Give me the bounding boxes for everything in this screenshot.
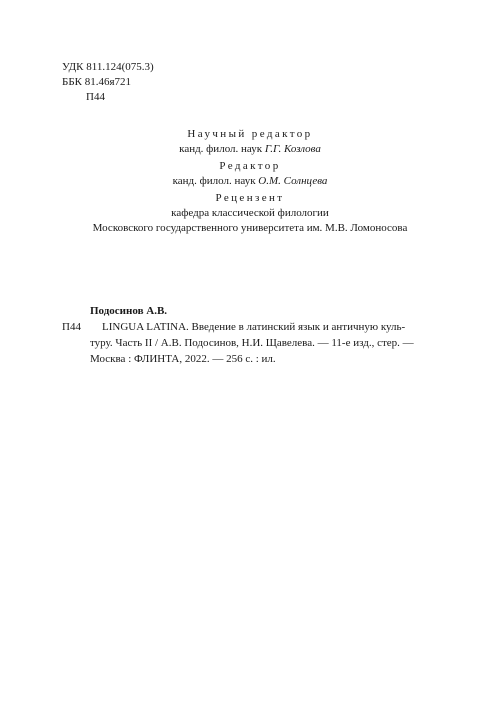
author-index-code: П44 [86,91,105,103]
bbk-code: ББК 81.46я721 [62,76,132,88]
scientific-editor-role: Научный редактор [187,128,313,140]
editor-role: Редактор [219,160,281,172]
udk-code: УДК 811.124(075.3) [62,61,154,73]
reviewer-university: Московского государственного университета им. М.В. Ломоносова [92,222,408,234]
record-line-1: LINGUA LATINA. Введение в латинский язык и античную куль- [102,321,406,333]
record-index-code: П44 [62,321,81,333]
scientific-editor-line [0,142,500,157]
reviewer-department: кафедра классической филологии [171,207,329,219]
bibliographic-record [62,303,442,367]
record-author: Подосинов А.В. [90,305,168,317]
editor-name: О.М. Солнцева [258,175,328,187]
record-entry [62,319,442,367]
reviewer-role: Рецензент [215,192,285,204]
record-line-2: туру. Часть II / А.В. Подосинов, Н.И. Щавелева. — 11-е изд., стер. — [90,337,414,349]
credits-block [0,127,500,236]
editor-line [0,174,500,189]
editor-degree: канд. филол. наук [172,175,259,187]
classification-block [62,60,154,105]
scientific-editor-degree: канд. филол. наук [179,143,265,155]
scientific-editor-name: Г.Г. Козлова [264,143,321,155]
record-line-3: Москва : ФЛИНТА, 2022. — 256 с. : ил. [90,353,276,365]
